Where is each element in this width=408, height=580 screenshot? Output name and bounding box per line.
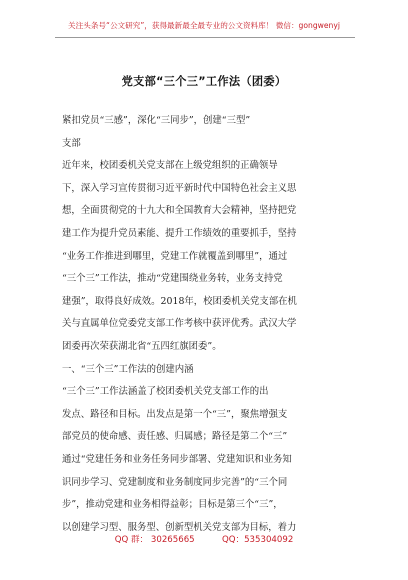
body-line: “业务工作推进到哪里，党建工作就覆盖到哪里”，通过 xyxy=(62,250,288,262)
body-line: 关与直属单位党委党支部工作考核中获评优秀。武汉大学 xyxy=(62,318,297,330)
body-line: 支部 xyxy=(62,137,81,149)
body-line: 步”，推动党建和业务相得益彰；目标是第三个“三”， xyxy=(62,499,283,511)
body-line: 通过“党建任务和业务任务同步部署、党建知识和业务知 xyxy=(62,453,292,465)
body-line: 紧扣党员“三感”，深化“三同步”，创建“三型” xyxy=(62,115,251,126)
body-line: 以创建学习型、服务型、创新型机关党支部为目标，着力 xyxy=(62,521,297,533)
body-line: “三个三”工作法涵盖了校团委机关党支部工作的出 xyxy=(62,386,269,398)
document-body xyxy=(62,110,358,539)
body-line: 下，深入学习宣传贯彻习近平新时代中国特色社会主义思 xyxy=(62,182,297,194)
page-header-banner: 关注头条号“公文研究”，获得最新最全最专业的公文资料库！ 微信：gongwenyj xyxy=(68,21,340,30)
body-line: 部党员的使命感、责任感、归属感；路径是第二个“三” xyxy=(62,431,288,443)
body-line: 团委再次荣获湖北省“五四红旗团委”。 xyxy=(62,340,222,352)
body-line: “三个三”工作法，推动“党建围绕业务转，业务支持党 xyxy=(62,273,283,285)
footer-qq: QQ：535304092 xyxy=(221,535,294,545)
body-line: 建工作为提升党员素能、提升工作绩效的重要抓手，坚持 xyxy=(62,227,297,239)
body-line: 想，全面贯彻党的十九大和全国教育大会精神，坚持把党 xyxy=(62,205,297,217)
header-divider xyxy=(55,37,355,38)
document-title: 党支部“三个三”工作法（团委） xyxy=(121,75,287,88)
body-line: 近年来，校团委机关党支部在上级党组织的正确领导 xyxy=(62,160,278,172)
page-footer xyxy=(0,533,408,545)
section-heading: 一、“三个三”工作法的创建内涵 xyxy=(62,363,194,375)
footer-qq-group: QQ 群： 30265665 xyxy=(114,535,195,545)
body-line: 识同步学习、党建制度和业务制度同步完善”的“三个同 xyxy=(62,476,288,488)
body-line: 建强”，取得良好成效。2018年，校团委机关党支部在机 xyxy=(62,295,297,307)
body-line: 发点、路径和目标。出发点是第一个“三”，聚焦增强支 xyxy=(62,408,288,420)
